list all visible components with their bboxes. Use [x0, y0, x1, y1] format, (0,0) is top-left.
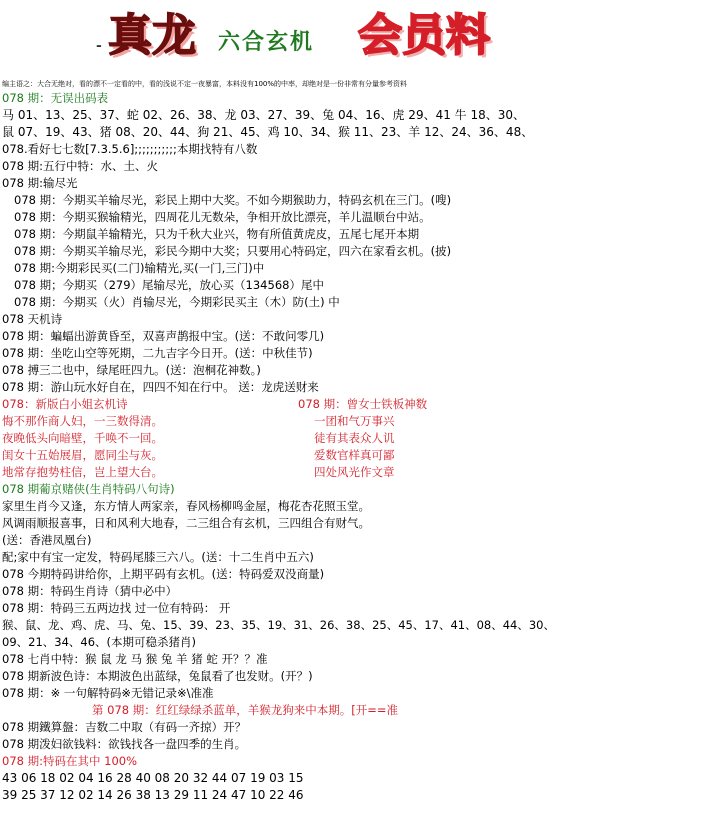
poem-right-line: 四处风光作文章	[314, 465, 395, 479]
poem-left-heading: 078：新版白小姐玄机诗	[2, 397, 128, 411]
two-column-row	[2, 464, 718, 481]
poem-left-line: 地常存抱势柱信，岂上望大台。	[2, 465, 163, 479]
special-heading: 078 期:特码在其中 100%	[2, 754, 138, 768]
text-line: 078 搏三二也中，绿尾旺四九。(送：泡桐花神数。)	[2, 363, 261, 377]
text-line: 078 期；今期买（279）尾输尽光，放心买（134568）尾中	[14, 278, 324, 292]
text-line: 078 期：坐吃山空等死期，二九吉字今日开。(送：中秋佳节)	[2, 346, 313, 360]
text-line: 078 期:五行中特：水、土、火	[2, 159, 158, 173]
text-line: 马 01、13、25、37、蛇 02、26、38、龙 03、27、39、兔 04、16、虎 29、41 牛 18、30、	[2, 108, 526, 122]
text-line: 078 期：今期买猴输精光，四周花儿无数朵，争相开放比漂亮，羊儿温顺台中站。	[14, 210, 431, 224]
text-line: 078 今期特码讲给你，上期平码有玄机。(送：特码爱双没商量)	[2, 567, 325, 581]
poem-right-line: 徒有其表众人讥	[314, 431, 395, 445]
header-banner	[0, 0, 720, 72]
text-line: 078 期：今期买羊输尽光，彩民上期中大奖。不如今期猴助力，特码玄机在三门。(嗖)	[14, 193, 452, 207]
intro-text: 编主语之：大合无绝对，看的漂不一定看的中，看的浅说不定一夜暴富，本料没有100%的中率，却绝对是一份非常有分量参考资料	[2, 80, 408, 88]
title-huiyuanliao: 会员料	[358, 10, 490, 61]
two-column-row	[2, 413, 718, 430]
text-line: 078 七肖中特：猴 鼠 龙 马 猴 兔 羊 猪 蛇 开？？准	[2, 652, 268, 666]
text-line: 配;家中有宝一定发，特码尾膝三六八。(送：十二生肖中五六)	[2, 550, 314, 564]
document-body	[2, 78, 718, 804]
text-line: 078 期:今期彩民买(二门)输精光,买(一门,三门)中	[14, 261, 265, 275]
poem-left-line: 闺女十五始展眉，愿同尘与灰。	[2, 448, 163, 462]
title-liuhexuanji: 六合玄机	[218, 29, 315, 55]
header-dash: -	[96, 38, 104, 54]
text-line: 078 期泼妇欲钱料：欲钱找各一盘四季的生肖。	[2, 737, 247, 751]
poem-right-line: 一团和气万事兴	[314, 414, 395, 428]
text-line: 猴、鼠、龙、鸡、虎、马、兔、15、39、23、35、19、31、26、38、25、45、17、41、08、44、30、	[2, 618, 555, 632]
number-row: 43 06 18 02 04 16 28 40 08 20 32 44 07 19 03 15	[2, 771, 304, 785]
text-line: 078 天机诗	[2, 312, 63, 326]
text-line: 078 期：蝙蝠出游黄昏至，双喜声鹊报中宝。(送：不敢问零几)	[2, 329, 325, 343]
text-line: 078 期：今期鼠羊输精光，只为千秋大业兴，物有所值黄虎皮，五尾七尾开本期	[14, 227, 420, 241]
poem-left-line: 夜晚低头向暗壁，千唤不一回。	[2, 431, 163, 445]
poem-right-line: 爱数官样真可鄙	[314, 448, 395, 462]
poem-right-heading: 078 期：曾女士铁板神数	[298, 397, 428, 411]
text-line: 078 期新波色诗：本期波色出蓝绿，兔鼠看了也发财。(开？)	[2, 669, 313, 683]
text-line: 078 期：今期买（火）肖输尽光，今期彩民买主（木）防(土) 中	[14, 295, 340, 309]
text-line: 078 期:输尽光	[2, 176, 78, 190]
text-line: 09、21、34、46、(本期可稳杀猪肖)	[2, 635, 197, 649]
two-column-heading	[2, 396, 718, 413]
text-line: 078 期：特码三五两边找 过一位有特码： 开	[2, 601, 231, 615]
text-line: 078 期：游山玩水好自在，四四不知在行中。 送：龙虎送财来	[2, 380, 319, 394]
text-line: 078.看好七七数[7.3.5.6];;;;;;;;;;;本期找特有八数	[2, 142, 258, 156]
text-line: 078 期鐵算盤：吉数二中取（有码一齐掠）开？	[2, 720, 247, 734]
text-line: 078 期：今期买羊输尽光，彩民今期中大奖；只要用心特码定，四六在家看玄机。(披)	[14, 244, 452, 258]
two-column-row	[2, 430, 718, 447]
text-line: (送：香港凤凰台)	[2, 533, 92, 547]
section-heading: 078 期葡京赌侠(生肖特码八句诗)	[2, 482, 175, 496]
number-row: 39 25 37 12 02 14 26 38 13 29 11 24 47 10 22 46	[2, 788, 304, 802]
center-red-line: 第 078 期：红红绿绿杀蓝单，羊猴龙狗来中本期。[开==准	[92, 703, 399, 717]
title-zhenlong: 真龙	[108, 10, 196, 61]
text-line: 078 期：特码生肖诗（猜中必中）	[2, 584, 178, 598]
text-line: 风调雨顺报喜事，日和风利大地春，二三组合有玄机，三四组合有财气。	[2, 516, 370, 530]
text-line: 078 期：※ 一句解特码※无错记录※\准准	[2, 686, 214, 700]
two-column-row	[2, 447, 718, 464]
text-line: 家里生肖今又逢，东方情人两家亲，春风杨柳鸣金屋，梅花杏花照玉堂。	[2, 499, 370, 513]
text-line: 鼠 07、19、43、猪 08、20、44、狗 21、45、鸡 10、34、猴 11、23、羊 12、24、36、48、	[2, 125, 534, 139]
section-heading: 078 期：无误出码表	[2, 91, 109, 105]
poem-left-line: 悔不那作商人妇，一三数得清。	[2, 414, 163, 428]
